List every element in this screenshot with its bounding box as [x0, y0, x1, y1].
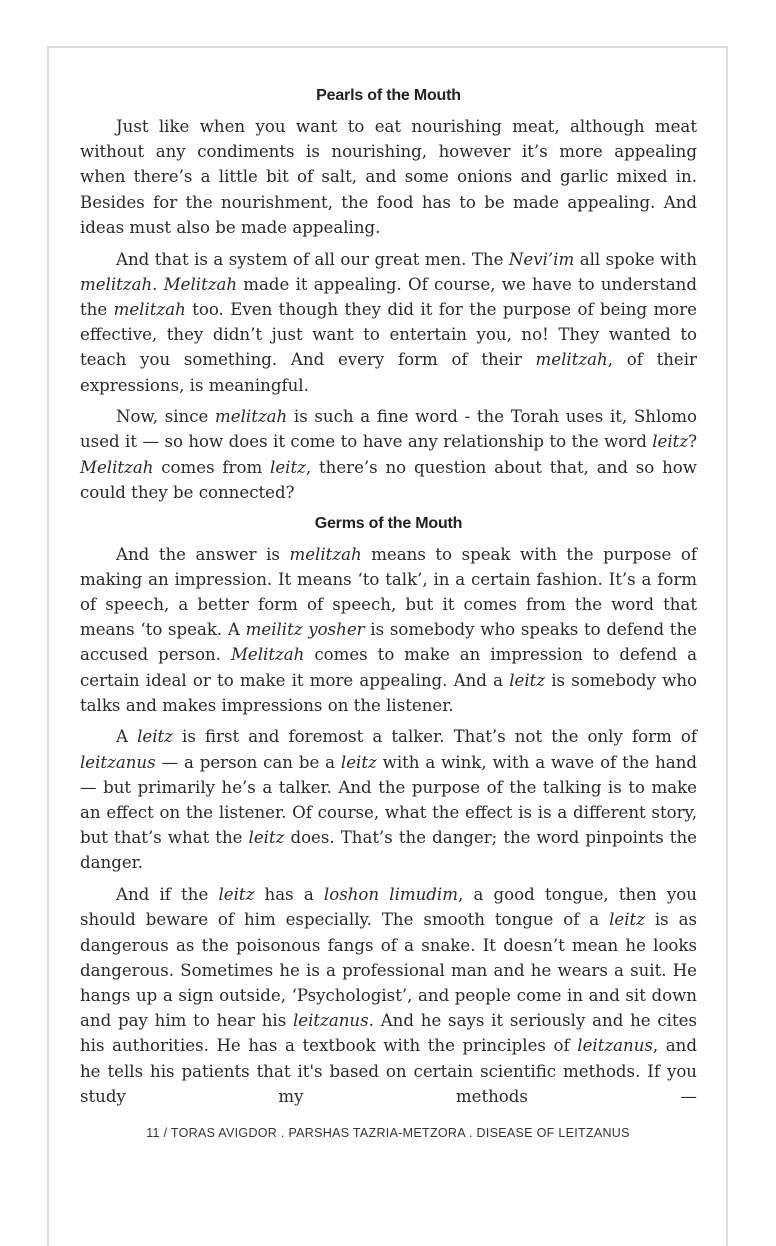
paragraph [80, 724, 697, 875]
text-run: , and he tells his patients that it's based on certain scientific methods. If you study my methods — [80, 1036, 697, 1106]
text-run: is as dangerous as the poisonous fangs of a snake. It doesn’t mean he looks dangerous. Sometimes he is a professional man and he wears a suit. He hangs up a sign outside, ‘Psychologist’, and people come in and sit down and pay him to hear his [80, 910, 698, 1031]
text-run: is somebody who talks and makes impressions on the listener. [80, 670, 697, 715]
text-run: comes from [153, 457, 271, 477]
italic-term: melitzah [113, 299, 186, 319]
text-run: — a person can be a [155, 752, 341, 772]
page-body [80, 84, 697, 1116]
section-heading: Pearls of the Mouth [316, 87, 461, 104]
text-run: And the answer is [116, 544, 290, 564]
text-run: ? [688, 432, 697, 452]
italic-term: Nevi’im [508, 249, 575, 269]
page-footer: 11 / TORAS AVIGDOR . PARSHAS TAZRIA-METZORA . DISEASE OF LEITZANUS [146, 1126, 630, 1140]
italic-term: leitzanus [80, 752, 156, 772]
italic-term: melitzah [289, 544, 362, 564]
italic-term: loshon limudim [323, 885, 458, 905]
italic-term: leitz [218, 885, 255, 905]
text-run: made it appealing. Of course, we have to understand the [80, 274, 697, 319]
text-run: And if the [116, 885, 219, 905]
text-run: A [116, 727, 138, 747]
paragraph [80, 247, 697, 398]
text-run: And that is a system of all our great men. The [116, 249, 509, 269]
italic-term: leitzanus [293, 1011, 369, 1031]
text-run: has a [254, 885, 324, 905]
italic-term: leitz [137, 727, 173, 747]
paragraph [80, 542, 697, 718]
text-run: . And he says it seriously and he cites his authorities. He has a textbook with the principles of [80, 1011, 697, 1056]
italic-term: melitzah [535, 350, 608, 370]
paragraph [80, 114, 697, 240]
italic-term: leitzanus [577, 1036, 653, 1056]
paragraph [80, 882, 697, 1109]
text-run: is first and foremost a talker. That’s not the only form of [172, 727, 697, 747]
text-run: comes to make an impression to defend a certain ideal or to make it more appealing. And a [80, 645, 697, 690]
text-run: , a good tongue, then you should beware of him especially. The smooth tongue of a [80, 885, 697, 930]
italic-term: leitz [248, 828, 285, 848]
text-run: all spoke with [574, 249, 697, 269]
text-run: with a wink, with a wave of the hand — but primarily he’s a talker. And the purpose of the talking is to make an effect on the listener. Of course, what the effect is is a different story, but that’s what the [80, 752, 698, 848]
text-run: is somebody who speaks to defend the accused person. [80, 620, 697, 665]
italic-term: melitzah. Melitzah [80, 274, 238, 294]
text-run: is such a fine word - the Torah uses it, Shlomo used it — so how does it come to have any relationship to the word [80, 407, 697, 452]
text-run: , there’s no question about that, and so how could they be connected? [80, 457, 697, 502]
text-run: , of their expressions, is meaningful. [80, 350, 697, 395]
italic-term: leitz [340, 752, 377, 772]
italic-term: leitz [652, 432, 689, 452]
paragraph [80, 404, 697, 505]
italic-term: Melitzah [230, 645, 305, 665]
section-heading: Germs of the Mouth [314, 514, 463, 532]
italic-term: leitz [270, 457, 306, 477]
italic-term: leitz [509, 670, 546, 690]
text-run: means to speak with the purpose of making an impression. It means ‘to talk’, in a certain fashion. It’s a form of speech, a better form of speech, but it comes from the word that means ‘to speak. A [80, 544, 697, 640]
text-run: too. Even though they did it for the purpose of being more effective, they didn’t just want to entertain you, no! They wanted to teach you something. And every form of their [80, 299, 697, 370]
italic-term: Melitzah [80, 457, 154, 477]
italic-term: leitz [609, 910, 645, 930]
text-run: Now, since [116, 407, 216, 427]
italic-term: melitzah [215, 407, 288, 427]
text-run: does. That’s the danger; the word pinpoints the danger. [80, 828, 697, 873]
italic-term: meilitz yosher [245, 620, 365, 640]
text-run: Just like when you want to eat nourishing meat, although meat without any condiments is nourishing, however it’s more appealing when there’s a little bit of salt, and some onions and garlic mixed in. Besides for the nourishment, the food has to be made appealing. And ideas must also be made appealing. [80, 117, 697, 237]
